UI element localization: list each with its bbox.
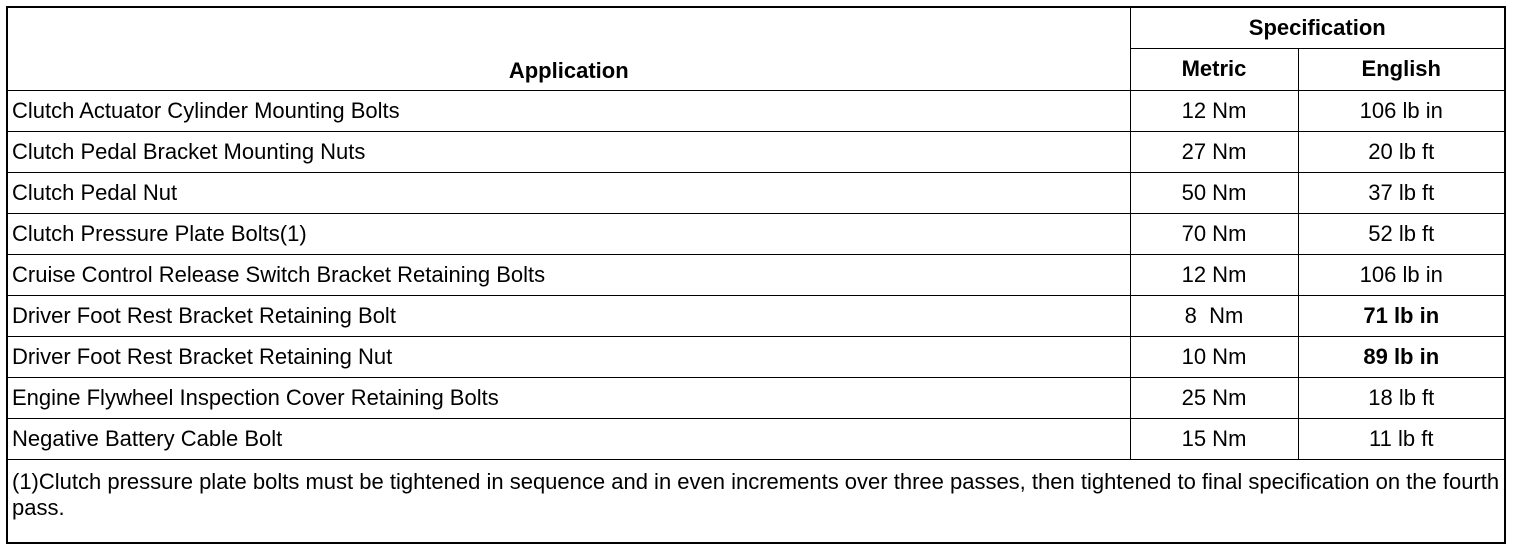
table-row (8, 378, 1504, 419)
torque-spec-table-frame (6, 6, 1506, 544)
metric-cell: 12 Nm (1130, 255, 1298, 296)
metric-cell: 15 Nm (1130, 419, 1298, 460)
table-row (8, 419, 1504, 460)
table-row (8, 132, 1504, 173)
english-cell: 18 lb ft (1298, 378, 1504, 419)
english-cell: 20 lb ft (1298, 132, 1504, 173)
english-cell: 52 lb ft (1298, 214, 1504, 255)
application-cell: Driver Foot Rest Bracket Retaining Nut (8, 337, 1130, 378)
table-row (8, 337, 1504, 378)
table-row (8, 296, 1504, 337)
metric-cell: 27 Nm (1130, 132, 1298, 173)
metric-cell: 50 Nm (1130, 173, 1298, 214)
header-english: English (1298, 49, 1504, 91)
table-body (8, 91, 1504, 543)
metric-cell: 70 Nm (1130, 214, 1298, 255)
footnote: (1)Clutch pressure plate bolts must be tightened in sequence and in even increments over three passes, then tightened to final specification on the fourth pass. (8, 460, 1504, 543)
header-row-top (8, 8, 1504, 49)
header-metric: Metric (1130, 49, 1298, 91)
table-row (8, 214, 1504, 255)
english-cell: 89 lb in (1298, 337, 1504, 378)
header-specification: Specification (1130, 8, 1504, 49)
metric-cell: 12 Nm (1130, 91, 1298, 132)
english-cell: 11 lb ft (1298, 419, 1504, 460)
application-cell: Engine Flywheel Inspection Cover Retaining Bolts (8, 378, 1130, 419)
table-row (8, 91, 1504, 132)
torque-spec-table (8, 8, 1504, 542)
application-cell: Driver Foot Rest Bracket Retaining Bolt (8, 296, 1130, 337)
metric-cell: 25 Nm (1130, 378, 1298, 419)
footnote-row (8, 460, 1504, 543)
english-cell: 37 lb ft (1298, 173, 1504, 214)
table-row (8, 173, 1504, 214)
application-cell: Clutch Actuator Cylinder Mounting Bolts (8, 91, 1130, 132)
application-cell: Negative Battery Cable Bolt (8, 419, 1130, 460)
metric-cell: 8 Nm (1130, 296, 1298, 337)
application-cell: Clutch Pedal Nut (8, 173, 1130, 214)
application-cell: Cruise Control Release Switch Bracket Retaining Bolts (8, 255, 1130, 296)
application-cell: Clutch Pedal Bracket Mounting Nuts (8, 132, 1130, 173)
application-cell: Clutch Pressure Plate Bolts(1) (8, 214, 1130, 255)
english-cell: 106 lb in (1298, 91, 1504, 132)
table-row (8, 255, 1504, 296)
metric-cell: 10 Nm (1130, 337, 1298, 378)
english-cell: 71 lb in (1298, 296, 1504, 337)
header-application: Application (8, 8, 1130, 91)
english-cell: 106 lb in (1298, 255, 1504, 296)
